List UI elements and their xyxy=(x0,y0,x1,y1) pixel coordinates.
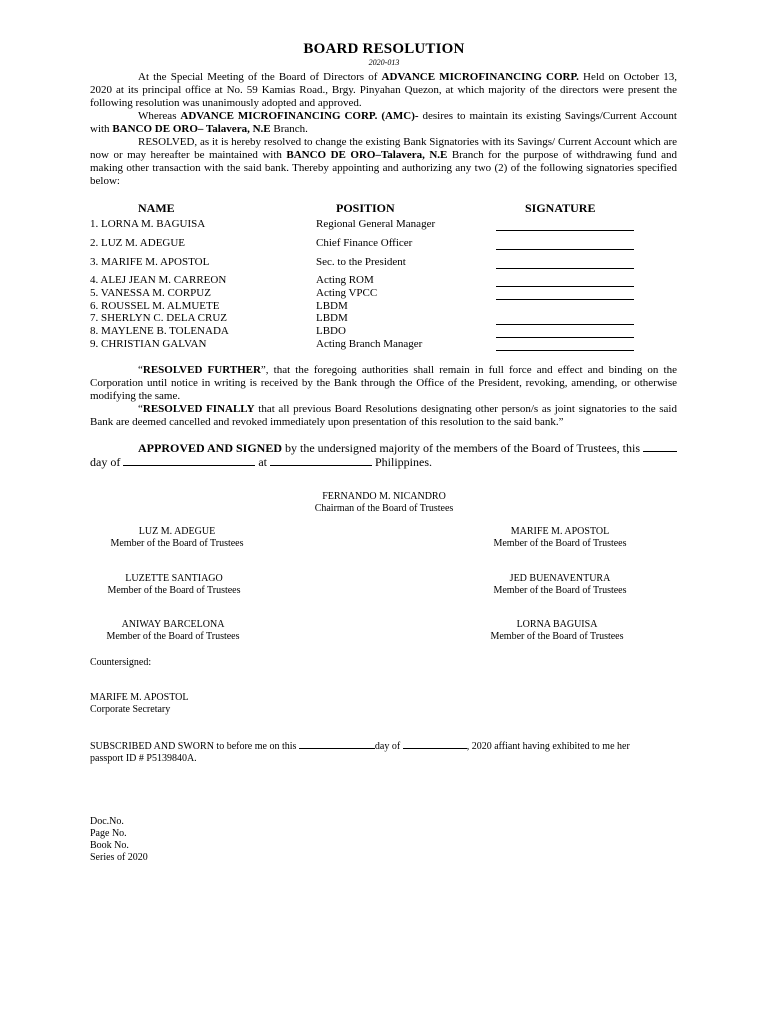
signatory-name: 9. CHRISTIAN GALVAN xyxy=(90,338,207,350)
member-name: LUZETTE SANTIAGO xyxy=(125,573,223,584)
resolved-further-text: ”, that the foregoing authorities shall remain in full force and effect and binding on the Corporation until notice in writing is received by the Bank through the Office of the President, revoking, amending, or otherwise modifying the same. xyxy=(90,364,677,402)
table-row xyxy=(90,312,650,325)
member-signature-block xyxy=(77,526,277,550)
approved-text-end: Philippines. xyxy=(372,455,433,469)
signature-line xyxy=(496,230,634,231)
member-role: Member of the Board of Trustees xyxy=(493,585,627,596)
member-role: Member of the Board of Trustees xyxy=(493,538,627,549)
resolved-finally-text: that all previous Board Resolutions designating other person/s as joint signatories to the said Bank are deemed cancelled and revoked immediately upon presentation of this resolution to the said bank.” xyxy=(90,403,677,428)
resolved-finally-label: RESOLVED FINALLY xyxy=(142,403,255,415)
signatory-name: 1. LORNA M. BAGUISA xyxy=(90,218,206,230)
secretary-role: Corporate Secretary xyxy=(90,704,171,715)
approved-label: APPROVED AND SIGNED xyxy=(138,441,283,455)
signatory-position: Regional General Manager xyxy=(316,218,436,230)
whereas-text: Whereas xyxy=(138,110,181,122)
approved-text: by the undersigned majority of the members of the Board of Trustees, this xyxy=(282,441,643,455)
company-name-amc: ADVANCE MICROFINANCING CORP. (AMC)- xyxy=(180,110,419,122)
approved-text-at: at xyxy=(255,455,270,469)
signatory-name: 5. VANESSA M. CORPUZ xyxy=(90,287,211,299)
signatory-name: 4. ALEJ JEAN M. CARREON xyxy=(90,274,227,286)
table-row xyxy=(90,287,650,300)
member-signature-block xyxy=(457,619,657,643)
signature-line xyxy=(496,249,634,250)
resolution-number: 2020-013 xyxy=(368,58,400,67)
approved-paragraph xyxy=(90,441,677,469)
day-blank xyxy=(643,442,677,452)
signature-line xyxy=(496,350,634,351)
jurat-text-end: , 2020 affiant having exhibited to me her passport ID # P5139840A. xyxy=(90,741,630,764)
member-name: ANIWAY BARCELONA xyxy=(121,619,225,630)
signatory-position: Acting Branch Manager xyxy=(316,338,423,350)
open-quote: “ xyxy=(138,403,143,415)
member-role: Member of the Board of Trustees xyxy=(110,538,244,549)
table-row xyxy=(90,237,650,250)
signatory-position: LBDM xyxy=(316,300,348,312)
signature-column-header: SIGNATURE xyxy=(525,201,596,215)
position-column-header: POSITION xyxy=(336,201,395,215)
resolution-body xyxy=(90,71,677,188)
page-no: Page No. xyxy=(90,828,127,839)
table-row xyxy=(90,256,650,269)
date-blank xyxy=(299,740,375,749)
signature-line xyxy=(496,268,634,269)
member-signature-block xyxy=(460,573,660,597)
signatory-position: Acting ROM xyxy=(316,274,374,286)
table-row xyxy=(90,325,650,338)
signatory-name: 6. ROUSSEL M. ALMUETE xyxy=(90,300,220,312)
book-no: Book No. xyxy=(90,840,129,851)
member-name: JED BUENAVENTURA xyxy=(509,573,611,584)
doc-no: Doc.No. xyxy=(90,816,124,827)
bank-name: BANCO DE ORO– Talavera, N.E xyxy=(112,123,271,135)
jurat-text: SUBSCRIBED AND SWORN to before me on this xyxy=(90,741,299,752)
open-quote: “ xyxy=(138,364,143,376)
meeting-text: At the Special Meeting of the Board of Directors of xyxy=(138,71,382,83)
resolved-further-paragraph xyxy=(90,364,677,403)
signatory-position: LBDO xyxy=(316,325,346,337)
signatory-name: 7. SHERLYN C. DELA CRUZ xyxy=(90,312,228,324)
signatory-position: Sec. to the President xyxy=(316,256,406,268)
secretary-name: MARIFE M. APOSTOL xyxy=(90,692,189,703)
approved-text-day: day of xyxy=(90,455,124,469)
jurat-text-day: day of xyxy=(374,741,403,752)
member-signature-block xyxy=(460,526,660,550)
series: Series of 2020 xyxy=(90,852,148,863)
chairman-name: FERNANDO M. NICANDRO xyxy=(322,491,446,502)
signatory-position: Acting VPCC xyxy=(316,287,378,299)
member-signature-block xyxy=(73,619,273,643)
signatory-name: 2. LUZ M. ADEGUE xyxy=(90,237,186,249)
meeting-text-cont: Held on October 13, 2020 at its principal office at No. 59 Kamias Road., Brgy. Pinyahan Quezon, at which majority of the directors were present the following resolution was unanimously adopted and approved. xyxy=(90,71,677,109)
signatory-position: LBDM xyxy=(316,312,348,324)
month-blank-jurat xyxy=(403,740,467,749)
signatory-name: 3. MARIFE M. APOSTOL xyxy=(90,256,210,268)
bank-name-2: BANCO DE ORO–Talavera, N.E xyxy=(286,149,448,161)
resolved-text-cont: Branch for the purpose of withdrawing fund and making other transaction with the said bank. Thereby appointing and authorizing any two (2) of the following signatories specified below: xyxy=(90,149,677,187)
company-name: ADVANCE MICROFINANCING CORP. xyxy=(381,71,579,83)
notary-block xyxy=(90,816,148,864)
resolved-text: RESOLVED, as it is hereby resolved to change the existing Bank Signatories with its Savings/ Current Account which are now or may hereafter be maintained with xyxy=(90,136,677,161)
countersigned-label: Countersigned: xyxy=(90,657,152,668)
member-signature-block xyxy=(74,573,274,597)
signatory-name: 8. MAYLENE B. TOLENADA xyxy=(90,325,229,337)
resolved-paragraph xyxy=(90,136,677,188)
table-row xyxy=(90,218,650,231)
place-blank xyxy=(270,456,372,466)
member-role: Member of the Board of Trustees xyxy=(490,631,624,642)
member-name: LUZ M. ADEGUE xyxy=(138,526,216,537)
chairman-signature-block xyxy=(234,491,534,515)
name-column-header: NAME xyxy=(138,201,175,215)
whereas-text-cont: desires to maintain its existing Savings/Current Account with xyxy=(90,110,677,135)
signatory-position: Chief Finance Officer xyxy=(316,237,413,249)
member-role: Member of the Board of Trustees xyxy=(106,631,240,642)
member-role: Member of the Board of Trustees xyxy=(107,585,241,596)
whereas-paragraph xyxy=(90,110,677,136)
whereas-text-end: Branch. xyxy=(270,123,308,135)
member-name: LORNA BAGUISA xyxy=(516,619,598,630)
month-blank xyxy=(123,456,255,466)
meeting-paragraph xyxy=(90,71,677,110)
chairman-role: Chairman of the Board of Trustees xyxy=(314,503,454,514)
document-title: BOARD RESOLUTION xyxy=(303,41,465,57)
resolved-finally-paragraph xyxy=(90,403,677,429)
table-row xyxy=(90,274,650,287)
member-name: MARIFE M. APOSTOL xyxy=(510,526,610,537)
jurat-paragraph xyxy=(90,740,650,765)
resolved-further-label: RESOLVED FURTHER xyxy=(142,364,261,376)
table-row xyxy=(90,338,650,351)
